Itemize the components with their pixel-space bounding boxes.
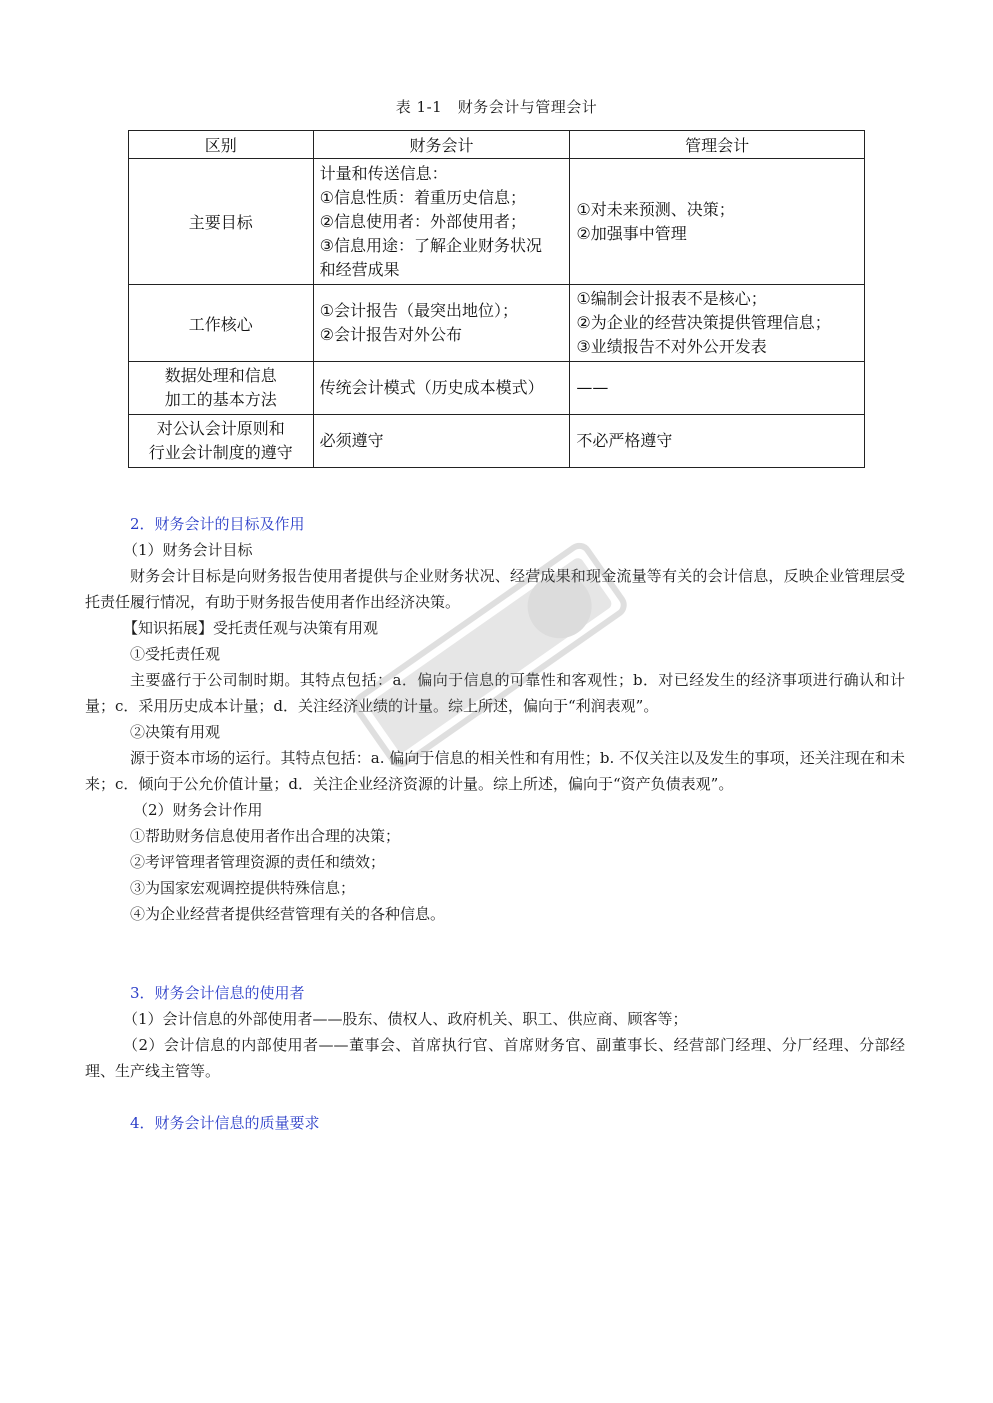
cell-line: ①对未来预测、决策； [576,199,735,219]
cell-line: ①信息性质：着重历史信息； [319,187,526,207]
paragraph: 主要盛行于公司制时期。其特点包括：a．偏向于信息的可靠性和客观性；b．对已经发生的经济事项进行确认和计量；c．采用历史成本计量；d．关注经济业绩的计量。综上所述，偏向于“利润表观”。 [85,671,905,715]
section-3 [85,980,905,1084]
row-label [129,415,314,468]
cell-line: ②为企业的经营决策提供管理信息； [576,313,831,332]
paragraph: 源于资本市场的运行。其特点包括：a. 偏向于信息的相关性和有用性；b. 不仅关注以及发生的事项，还关注现在和未来；c．倾向于公允价值计量；d．关注企业经济资源的计量。综上所述，偏向于“资产负债表观”。 [85,749,905,793]
financial-cell [313,285,570,362]
list-item: ④为企业经营者提供经营管理有关的各种信息。 [130,905,446,923]
table-row [129,159,865,285]
cell-line: 传统会计模式（历史成本模式） [319,378,544,397]
financial-cell [313,159,570,285]
management-cell [570,362,865,415]
list-item: （1）会计信息的外部使用者——股东、债权人、政府机关、职工、供应商、顾客等； [123,1010,688,1028]
section-heading: 4．财务会计信息的质量要求 [130,1114,320,1132]
list-item: ①帮助财务信息使用者作出合理的决策； [130,827,401,845]
management-cell [570,159,865,285]
view-title: ①受托责任观 [130,645,221,663]
management-cell [570,285,865,362]
section-heading: 3．财务会计信息的使用者 [130,984,305,1002]
table-caption: 表 1-1 财务会计与管理会计 [395,98,598,116]
label-line: 加工的基本方法 [164,390,277,409]
table-row [129,362,865,415]
label-line: 数据处理和信息 [164,366,277,385]
cell-line: ②加强事中管理 [576,223,687,243]
section-4 [85,1110,905,1136]
section-heading: 2．财务会计的目标及作用 [130,515,305,533]
knowledge-extension-heading: 【知识拓展】受托责任观与决策有用观 [123,619,379,637]
row-label: 主要目标 [129,159,314,285]
cell-line: —— [576,378,609,397]
table-header-row [129,131,865,159]
header-management-accounting: 管理会计 [570,131,865,159]
management-cell [570,415,865,468]
paragraph: 财务会计目标是向财务报告使用者提供与企业财务状况、经营成果和现金流量等有关的会计信息，反映企业管理层受托责任履行情况，有助于财务报告使用者作出经济决策。 [85,567,905,611]
table-row [129,285,865,362]
row-label: 工作核心 [129,285,314,362]
list-item: ②考评管理者管理资源的责任和绩效； [130,853,386,871]
view-title: ②决策有用观 [130,723,221,741]
header-financial-accounting: 财务会计 [313,131,570,159]
cell-line: ②会计报告对外公布 [319,325,462,344]
subsection-heading: （2）财务会计作用 [133,801,263,819]
financial-cell [313,415,570,468]
cell-line: ③信息用途：了解企业财务状况 [319,235,542,255]
subsection-heading: （1）财务会计目标 [123,541,253,559]
financial-cell [313,362,570,415]
header-difference: 区别 [129,131,314,159]
label-line: 对公认会计原则和 [156,419,285,438]
cell-line: ①编制会计报表不是核心； [576,289,767,308]
cell-line: 不必严格遵守 [576,431,673,450]
cell-line: 和经营成果 [319,259,400,279]
list-item: ③为国家宏观调控提供特殊信息； [130,879,356,897]
cell-line: 计量和传送信息： [319,163,448,183]
comparison-table [128,130,865,468]
list-item: （2）会计信息的内部使用者——董事会、首席执行官、首席财务官、副董事长、经营部门经理、分厂经理、分部经理、生产线主管等。 [85,1036,905,1080]
section-2 [85,511,905,927]
table-row [129,415,865,468]
cell-line: ②信息使用者：外部使用者； [319,211,526,231]
row-label [129,362,314,415]
cell-line: 必须遵守 [319,431,384,450]
cell-line: ③业绩报告不对外公开发表 [576,337,767,356]
cell-line: ①会计报告（最突出地位）； [319,301,518,320]
label-line: 行业会计制度的遵守 [148,443,293,462]
